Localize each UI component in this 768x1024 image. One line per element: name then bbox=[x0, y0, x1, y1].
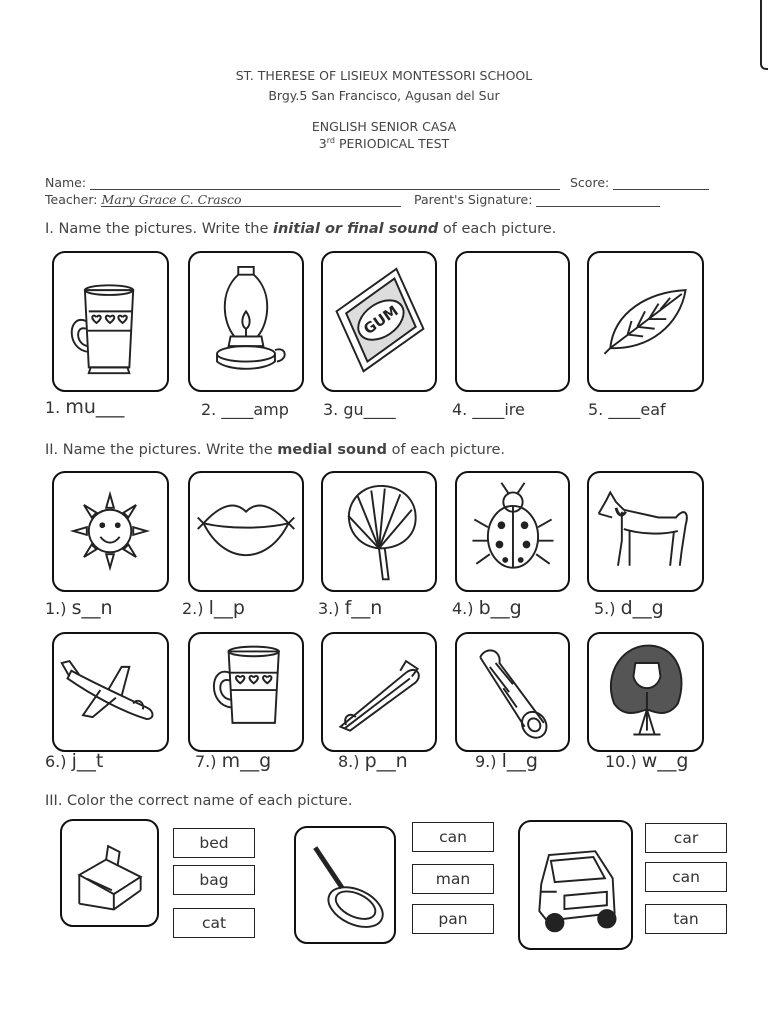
option-tan[interactable]: tan bbox=[645, 904, 727, 934]
item-word: j__t bbox=[71, 750, 104, 772]
item-number: 5. bbox=[588, 400, 604, 419]
sun-icon bbox=[52, 471, 169, 592]
teacher-field bbox=[45, 192, 401, 207]
school-name: ST. THERESE OF LISIEUX MONTESSORI SCHOOL bbox=[235, 68, 533, 83]
s1-instr-post: of each picture. bbox=[438, 221, 557, 237]
blank-picture bbox=[455, 251, 570, 392]
s2-item-7[interactable] bbox=[195, 750, 271, 772]
teacher-label: Teacher: bbox=[45, 192, 98, 207]
s2-item-9[interactable] bbox=[475, 750, 538, 772]
fan-icon bbox=[321, 471, 437, 592]
wig-icon bbox=[587, 632, 704, 752]
section1-instruction bbox=[45, 221, 556, 237]
svg-text:GUM: GUM bbox=[361, 303, 402, 339]
option-car[interactable]: car bbox=[645, 823, 727, 853]
s1-instr-em: initial or final sound bbox=[273, 221, 439, 237]
pin-icon bbox=[321, 632, 437, 752]
s2-item-1[interactable] bbox=[45, 597, 113, 619]
subject-title: ENGLISH SENIOR CASA bbox=[311, 119, 457, 134]
item-word: s__n bbox=[71, 597, 113, 619]
item-number: 7.) bbox=[195, 752, 217, 771]
item-number: 2.) bbox=[182, 599, 204, 618]
option-can[interactable]: can bbox=[412, 822, 494, 852]
parent-signature-label: Parent's Signature: bbox=[414, 192, 533, 207]
item-word: p__n bbox=[364, 750, 408, 772]
teacher-name: Mary Grace C. Crasco bbox=[101, 192, 401, 207]
s1-item-3[interactable] bbox=[323, 400, 396, 419]
lips-icon bbox=[188, 471, 304, 592]
item-word: ____ire bbox=[472, 400, 525, 419]
s2-item-8[interactable] bbox=[338, 750, 408, 772]
s2-item-4[interactable] bbox=[452, 597, 522, 619]
parent-signature-field[interactable] bbox=[414, 192, 660, 207]
item-word: d__g bbox=[620, 597, 664, 619]
item-number: 3. bbox=[323, 400, 339, 419]
test-title bbox=[0, 136, 768, 151]
item-number: 3.) bbox=[318, 599, 340, 618]
school-address: Brgy.5 San Francisco, Agusan del Sur bbox=[268, 88, 500, 103]
name-label: Name: bbox=[45, 175, 87, 190]
leaf-icon bbox=[587, 251, 704, 392]
test-ordinal: 3 bbox=[318, 136, 327, 152]
s2-item-6[interactable] bbox=[45, 750, 103, 772]
item-number: 5.) bbox=[594, 599, 616, 618]
s2-instr-post: of each picture. bbox=[387, 442, 506, 458]
option-bed[interactable]: bed bbox=[173, 828, 255, 858]
name-field[interactable] bbox=[45, 175, 560, 190]
option-cat[interactable]: cat bbox=[173, 908, 255, 938]
item-word: gu____ bbox=[343, 400, 396, 419]
item-word: m__g bbox=[221, 750, 272, 772]
s2-item-10[interactable] bbox=[605, 750, 688, 772]
gum-icon bbox=[321, 251, 437, 392]
test-title-text: PERIODICAL TEST bbox=[338, 136, 450, 152]
item-word: l__g bbox=[501, 750, 538, 772]
score-blank[interactable] bbox=[613, 177, 709, 190]
bed-icon bbox=[60, 819, 159, 927]
item-word: ____amp bbox=[221, 400, 289, 419]
option-can-2[interactable]: can bbox=[645, 862, 727, 892]
item-number: 1. bbox=[45, 398, 61, 417]
car-icon bbox=[518, 820, 633, 950]
parent-signature-blank[interactable] bbox=[536, 194, 660, 207]
page-edge bbox=[760, 0, 768, 70]
item-word: f__n bbox=[344, 597, 383, 619]
jet-icon bbox=[52, 632, 169, 752]
section2-instruction bbox=[45, 442, 505, 458]
item-word: ____eaf bbox=[608, 400, 666, 419]
item-word: mu___ bbox=[65, 396, 125, 418]
lamp-icon bbox=[188, 251, 304, 392]
s1-item-5[interactable] bbox=[588, 400, 666, 419]
score-field[interactable] bbox=[570, 175, 709, 190]
item-number: 6.) bbox=[45, 752, 67, 771]
item-word: l__p bbox=[208, 597, 245, 619]
section3-instruction: III. Color the correct name of each picture. bbox=[45, 793, 353, 809]
bug-icon bbox=[455, 471, 570, 592]
s2-instr-bold: medial sound bbox=[277, 442, 387, 458]
log-icon bbox=[455, 632, 570, 752]
test-ordinal-suffix: rd bbox=[326, 136, 335, 145]
mug-icon bbox=[188, 632, 304, 752]
score-label: Score: bbox=[570, 175, 610, 190]
item-number: 4. bbox=[452, 400, 468, 419]
item-number: 10.) bbox=[605, 752, 637, 771]
s2-item-5[interactable] bbox=[594, 597, 664, 619]
s1-item-2[interactable] bbox=[201, 400, 289, 419]
option-bag[interactable]: bag bbox=[173, 865, 255, 895]
item-number: 8.) bbox=[338, 752, 360, 771]
name-blank[interactable] bbox=[90, 177, 560, 190]
dog-icon bbox=[587, 471, 704, 592]
s2-item-2[interactable] bbox=[182, 597, 245, 619]
s1-instr-pre: I. Name the pictures. Write the bbox=[45, 221, 273, 237]
item-number: 4.) bbox=[452, 599, 474, 618]
s2-item-3[interactable] bbox=[318, 597, 382, 619]
option-man[interactable]: man bbox=[412, 864, 494, 894]
s1-item-4[interactable] bbox=[452, 400, 525, 419]
s1-item-1[interactable] bbox=[45, 396, 124, 418]
item-number: 9.) bbox=[475, 752, 497, 771]
item-number: 1.) bbox=[45, 599, 67, 618]
mug-icon bbox=[52, 251, 169, 392]
option-pan[interactable]: pan bbox=[412, 904, 494, 934]
item-word: w__g bbox=[641, 750, 689, 772]
s2-instr-pre: II. Name the pictures. Write the bbox=[45, 442, 278, 458]
pan-icon bbox=[294, 826, 396, 944]
item-word: b__g bbox=[478, 597, 522, 619]
item-number: 2. bbox=[201, 400, 217, 419]
